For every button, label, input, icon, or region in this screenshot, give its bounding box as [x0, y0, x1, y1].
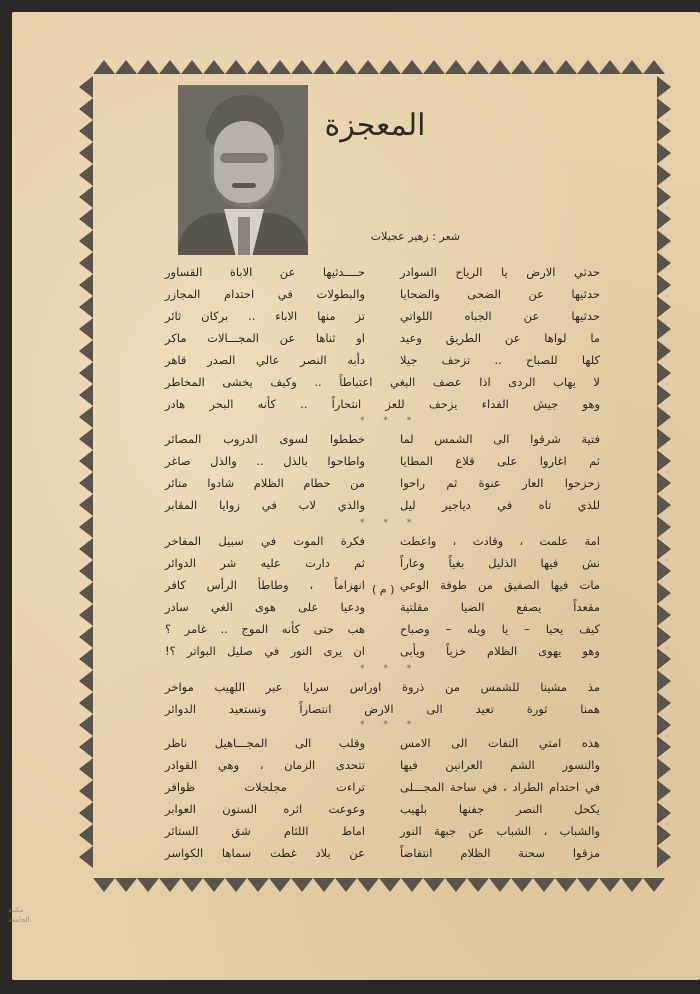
stamp-line: مكتبة	[8, 906, 24, 914]
verse-right: حدثي الارض يا الرياح السوادر	[400, 265, 600, 279]
verse-left: ان يرى النور في صليل البواتر ؟!	[165, 644, 365, 658]
verse-left: انهزاماً ، وطاطأ الرأس كافر	[165, 578, 365, 592]
verse-right: حدثيها عن الضحى والضحايا	[400, 287, 600, 301]
verse-right: والنسور الشم العرانين فيها	[400, 758, 600, 772]
poem-title: المعجزة	[324, 108, 426, 143]
verse-left: والبطولات في احتدام المجازر	[165, 287, 365, 301]
verse-right: مزقوا سحنة الظلام انتفاضاً	[400, 846, 600, 860]
stanza-separator: * * *	[360, 664, 420, 674]
verse-full: مذ مشينا للشمس من ذروة اوراس سرايا عبر اللهيب مواخر	[165, 680, 600, 694]
verse-right: كيف يحيا – يا ويله – وصباح	[400, 622, 600, 636]
verse-left: خططوا لسوى الدروب المصائر	[165, 432, 365, 446]
verse-right: يكحل النصر جفنها بلهيب	[400, 802, 600, 816]
stanza-separator: * * *	[360, 518, 420, 528]
verse-left: دأبه النصر عالي الصدر قاهر	[165, 353, 365, 367]
verse-right: والشباب ، الشباب عن جبهة النور	[400, 824, 600, 838]
verse-left: من حطام الظلام شادوا منائر	[165, 476, 365, 490]
verse-left: واطاحوا بالذل .. والذل صاغر	[165, 454, 365, 468]
verse-right: وهو يهوى الظلام خزياً ويأبى	[400, 644, 600, 658]
verse-right: زحزحوا العار عنوة ثم راحوا	[400, 476, 600, 490]
verse-left: فكرة الموت في سبيل المفاخر	[165, 534, 365, 548]
verse-left: ثم دارت عليه شر الدوائر	[165, 556, 365, 570]
footnote-marker: ( م )	[372, 583, 395, 596]
verse-right: ما لواها عن الطريق وعيد	[400, 331, 600, 345]
verse-left: وعوعت اثره السنون العوابر	[165, 802, 365, 816]
verse-right: هذه امتي التفات الى الامس	[400, 736, 600, 750]
verse-left: اماط اللثام شق الستائر	[165, 824, 365, 838]
verse-left: هب حتى كأنه الموج .. غامر ؟	[165, 622, 365, 636]
verse-left: تتحدى الزمان ، وهي القوادر	[165, 758, 365, 772]
verse-left: تز منها الاباء .. بركان ثائر	[165, 309, 365, 323]
verse-right: امة علمت ، وقادت ، واعطت	[400, 534, 600, 548]
verse-right: نش فيها الذليل بغياً وعاراً	[400, 556, 600, 570]
verse-right: مات فيها الصفيق من طوفة الوعي	[400, 578, 600, 592]
verse-left: ودعيا على هوى الغي سادر	[165, 600, 365, 614]
stanza-separator: * * *	[360, 416, 420, 426]
verse-full: لا يهاب الردى اذا عصف البغي اعتباطاً .. وكيف يخشى المخاطر	[165, 375, 600, 389]
verse-right: فتية شرقوا الى الشمس لما	[400, 432, 600, 446]
stamp-line: الجامعة	[8, 916, 30, 924]
stanza-separator: * * *	[360, 720, 420, 730]
verse-left: وقلب الى المجـــاهيل ناظر	[165, 736, 365, 750]
verse-right: للذي تاه في دياجير ليل	[400, 498, 600, 512]
verse-full: همنا ثورة تعيد الى الارض انتصاراً وتستعيد الدوائر	[165, 702, 600, 716]
verse-right: ثم اغاروا على قلاع المطايا	[400, 454, 600, 468]
verse-left: او ثناها عن المجـــالات ماكر	[165, 331, 365, 345]
verse-full: وهو جيش الفداء يزحف للعز انتحاراً .. كأنه البحر هادر	[165, 397, 600, 411]
poem-byline: شعر : زهير عجيلات	[370, 230, 460, 243]
verse-left: عن بلاد غطت سماها الكواسر	[165, 846, 365, 860]
verse-left: تراءت مجلجلات ظوافر	[165, 780, 365, 794]
verse-right: في احتدام الطراد ، في ساحة المجـــلى	[400, 780, 600, 794]
verse-left: والذي لاب في زوايا المقابر	[165, 498, 365, 512]
verse-left: حــــدثيها عن الاباة القساور	[165, 265, 365, 279]
verse-right: مقعداً يصفع الضيا مقلتية	[400, 600, 600, 614]
verse-right: كلها للصباح .. تزحف جيلا	[400, 353, 600, 367]
library-stamp	[8, 905, 30, 925]
verse-right: حدثيها عن الجباه اللواتي	[400, 309, 600, 323]
